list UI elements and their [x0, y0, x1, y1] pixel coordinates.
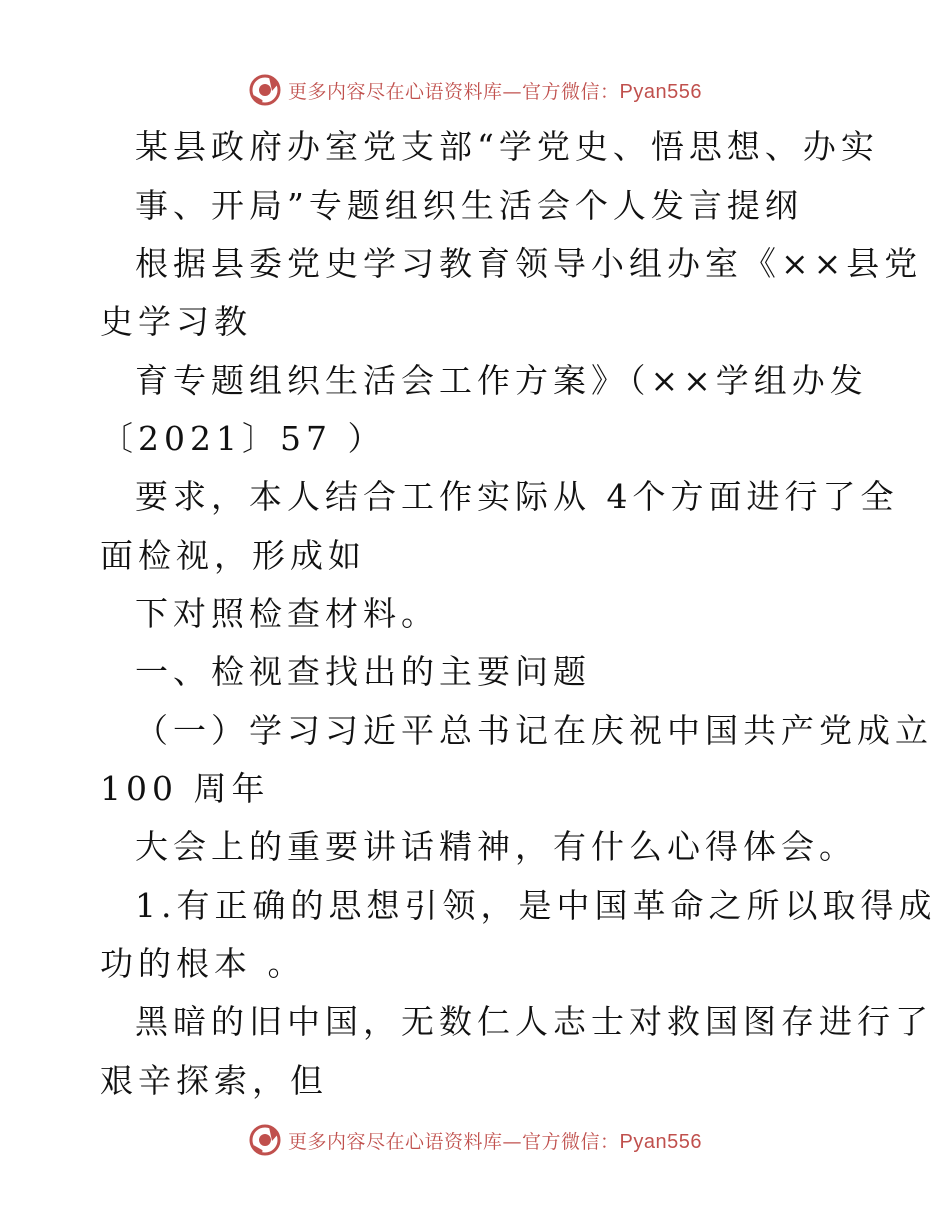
section-heading: 一、检视查找出的主要问题	[135, 652, 591, 691]
paragraph-line: 根据县委党史学习教育领导小组办室《××县党	[135, 244, 923, 283]
paragraph-line: 面检视，形成如	[100, 536, 366, 575]
watermark-text: 更多内容尽在心语资料库—官方微信：	[288, 1130, 620, 1153]
paragraph-line: 1.有正确的思想引领，是中国革命之所以取得成	[135, 886, 937, 925]
paragraph-line: 大会上的重要讲话精神，有什么心得体会。	[135, 827, 857, 866]
brand-logo-icon	[248, 73, 282, 107]
header-watermark	[0, 70, 950, 110]
paragraph-line: 育专题组织生活会工作方案》（××学组办发	[135, 361, 868, 400]
paragraph-line: 艰辛探索，但	[100, 1061, 328, 1100]
doc-title-line-1: 某县政府办室党支部“学党史、悟思想、办实	[135, 127, 879, 166]
paragraph-line: 黑暗的旧中国，无数仁人志士对救国图存进行了	[135, 1002, 933, 1041]
paragraph-line: 100 周年	[100, 769, 270, 808]
brand-logo-icon	[248, 1123, 282, 1157]
paragraph-line: 下对照检查材料。	[135, 594, 439, 633]
doc-title-line-2: 事、开局”专题组织生活会个人发言提纲	[135, 186, 803, 225]
wechat-id: Pyan556	[619, 80, 702, 103]
paragraph-line: 〔2021〕57 ）	[100, 419, 386, 458]
paragraph-line: 史学习教	[100, 302, 252, 341]
wechat-id: Pyan556	[619, 1130, 702, 1153]
footer-watermark	[0, 1120, 950, 1160]
paragraph-line: 功的根本 。	[100, 944, 306, 983]
paragraph-line: 要求，本人结合工作实际从 4个方面进行了全	[135, 477, 899, 516]
subsection-heading: （一）学习习近平总书记在庆祝中国共产党成立	[135, 711, 933, 750]
watermark-text: 更多内容尽在心语资料库—官方微信：	[288, 80, 620, 103]
